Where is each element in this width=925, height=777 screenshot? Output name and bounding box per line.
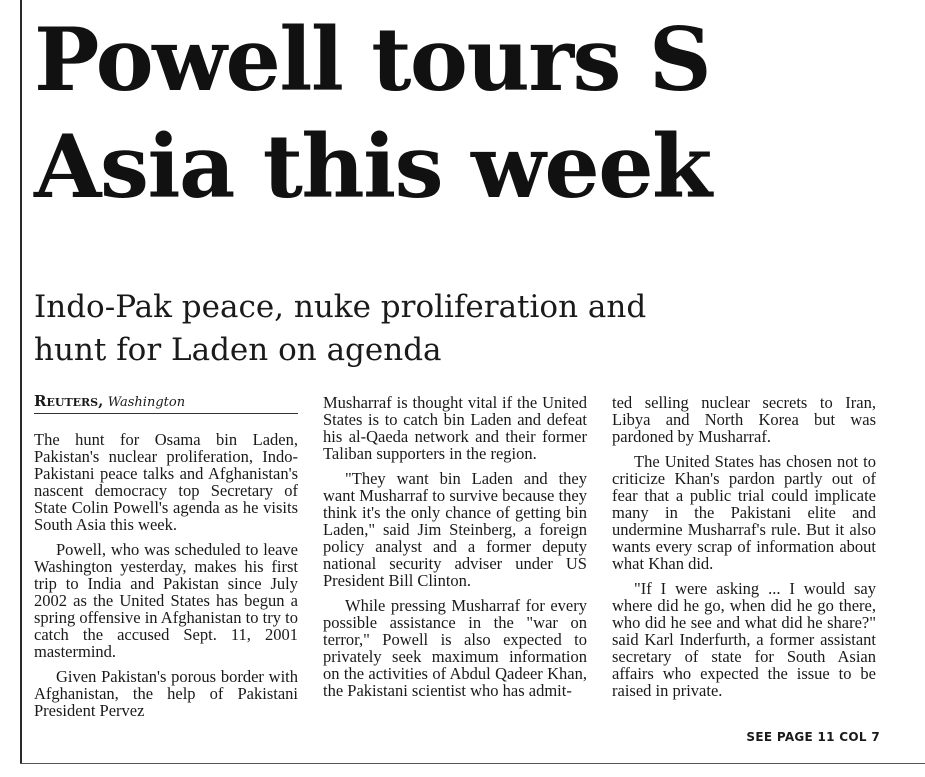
- paragraph-7: "If I were asking ... I would say where did he go, when did he go there, who did he see and what did he share?" said Karl Inderfurth, a former assistant secretary of state for South Asian affairs who expected the issue to be raised in private.: [612, 579, 876, 700]
- paragraph-3: Given Pakistan's porous border with Afghanistan, the help of Pakistani President Pervez: [34, 667, 298, 720]
- subheadline-line-1: Indo-Pak peace, nuke proliferation and: [34, 289, 647, 325]
- paragraph-6: The United States has chosen not to criticize Khan's pardon partly out of fear that a public trial could implicate many in the Pakistani elite and undermine Musharraf's rule. But it also wants every scrap of information about what Khan did.: [612, 452, 876, 573]
- byline: [34, 391, 298, 414]
- paragraph-1: The hunt for Osama bin Laden, Pakistan's nuclear proliferation, Indo-Pakistani peace talks and Afghanistan's nascent democracy top Secretary of State Colin Powell's agenda as he visits South Asia this week.: [34, 430, 298, 534]
- jump-line: SEE PAGE 11 COL 7: [746, 730, 880, 744]
- paragraph-5: While pressing Musharraf for every possible assistance in the "war on terror," Powell is also expected to privately seek maximum information on the activities of Abdul Qadeer Khan, the Pakistani scientist who has admit-: [323, 596, 587, 700]
- headline: [34, 6, 914, 220]
- subheadline-line-2: hunt for Laden on agenda: [34, 332, 442, 368]
- paragraph-4: "They want bin Laden and they want Musharraf to survive because they think it's the only chance of getting bin Laden," said Jim Steinberg, a foreign policy analyst and a former deputy national security adviser under US President Bill Clinton.: [323, 469, 587, 590]
- left-column-rule: [20, 0, 22, 763]
- bottom-rule: [20, 763, 925, 764]
- headline-line-2: Asia this week: [34, 115, 711, 218]
- paragraph-3-continued: Musharraf is thought vital if the United States is to catch bin Laden and defeat his al-Qaeda network and their former Taliban supporters in the region.: [323, 393, 587, 463]
- article-column-2: [323, 394, 587, 707]
- paragraph-2: Powell, who was scheduled to leave Washington yesterday, makes his first trip to India and Pakistan since July 2002 as the United States has begun a spring offensive in Afghanistan to try to catch the accused Sept. 11, 2001 mastermind.: [34, 540, 298, 661]
- article-column-1: [34, 431, 298, 727]
- subheadline: [34, 286, 914, 372]
- paragraph-5-continued: ted selling nuclear secrets to Iran, Libya and North Korea but was pardoned by Musharraf.: [612, 393, 876, 446]
- article-column-3: [612, 394, 876, 707]
- headline-line-1: Powell tours S: [34, 8, 711, 111]
- byline-place: Washington: [107, 395, 186, 410]
- byline-agency: Reuters,: [34, 392, 104, 410]
